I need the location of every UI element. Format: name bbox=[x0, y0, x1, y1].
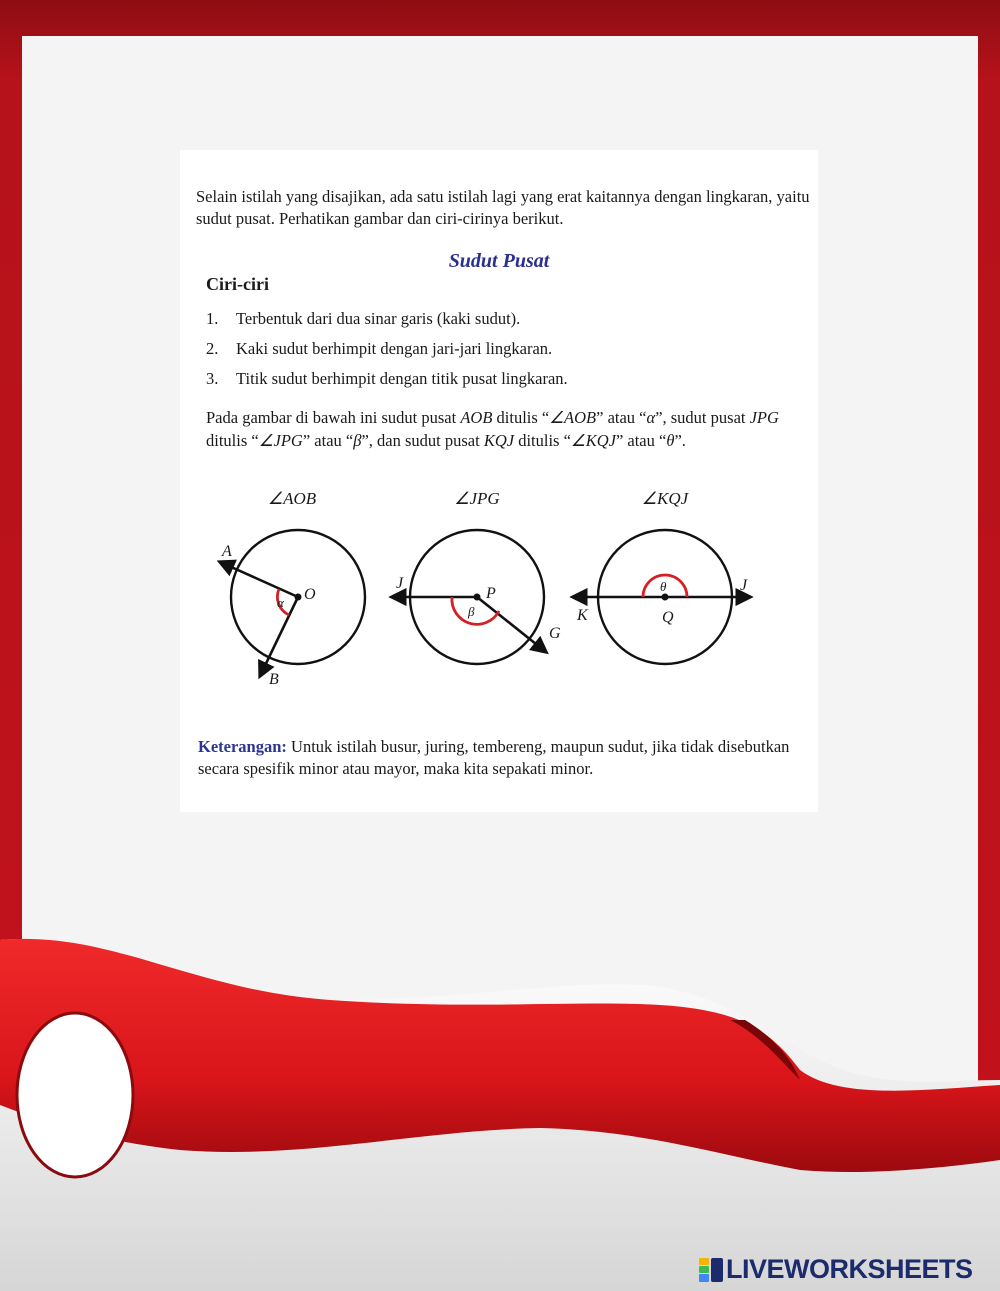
list-text: Kaki sudut berhimpit dengan jari-jari lingkaran. bbox=[236, 339, 553, 358]
center-dot-o bbox=[295, 594, 302, 601]
label-beta: β bbox=[468, 604, 475, 619]
liveworksheets-logo bbox=[698, 1254, 973, 1285]
figure-title-aob: ∠AOB bbox=[267, 489, 317, 508]
label-o: O bbox=[304, 586, 316, 603]
label-a: A bbox=[222, 543, 232, 560]
figure-title-kqj: ∠KQJ bbox=[641, 489, 689, 508]
center-dot-q bbox=[662, 594, 669, 601]
label-alpha: α bbox=[277, 595, 284, 610]
note-text: Untuk istilah busur, juring, tembereng, maupun sudut, jika tidak disebutkan secara spesifik minor atau mayor, maka kita sepakati minor. bbox=[198, 737, 790, 778]
label-j2: J bbox=[740, 577, 748, 594]
liveworksheets-logo-icon bbox=[698, 1257, 724, 1283]
central-angle-figures bbox=[180, 480, 818, 700]
list-item bbox=[206, 364, 806, 394]
label-k: K bbox=[577, 607, 588, 624]
list-number: 2. bbox=[206, 339, 219, 358]
note-paragraph bbox=[198, 736, 808, 780]
ray-pg bbox=[477, 597, 546, 652]
figure-title-jpg: ∠JPG bbox=[454, 489, 500, 508]
explanation-paragraph: Pada gambar di bawah ini sudut pusat AOB ditulis “∠AOB” atau “α”, sudut pusat JPG ditulis “∠JPG” atau “β”, dan sudut pusat KQJ ditulis “∠KQJ” atau “θ”. bbox=[206, 408, 779, 450]
section-heading: Sudut Pusat bbox=[448, 250, 550, 272]
label-g: G bbox=[549, 625, 561, 642]
label-j1: J bbox=[396, 575, 404, 592]
label-p: P bbox=[486, 585, 496, 602]
list-text: Terbentuk dari dua sinar garis (kaki sudut). bbox=[236, 309, 521, 328]
list-item bbox=[206, 334, 806, 364]
label-theta: θ bbox=[660, 579, 667, 594]
label-b: B bbox=[269, 671, 279, 688]
brand-text: LIVEWORKSHEETS bbox=[726, 1254, 973, 1284]
list-number: 1. bbox=[206, 309, 219, 328]
center-dot-p bbox=[474, 594, 481, 601]
list-text: Titik sudut berhimpit dengan titik pusat lingkaran. bbox=[236, 369, 568, 388]
list-number: 3. bbox=[206, 369, 219, 388]
intro-text: Selain istilah yang disajikan, ada satu istilah lagi yang erat kaitannya dengan lingkaran, yaitu sudut pusat. Perhatikan gambar dan ciri-cirinya berikut. bbox=[196, 187, 810, 228]
list-item bbox=[206, 304, 806, 334]
characteristics-list bbox=[206, 304, 806, 394]
document-card bbox=[180, 150, 818, 812]
subheading: Ciri-ciri bbox=[206, 274, 269, 294]
note-label: Keterangan: bbox=[198, 737, 287, 756]
label-q: Q bbox=[662, 609, 674, 626]
